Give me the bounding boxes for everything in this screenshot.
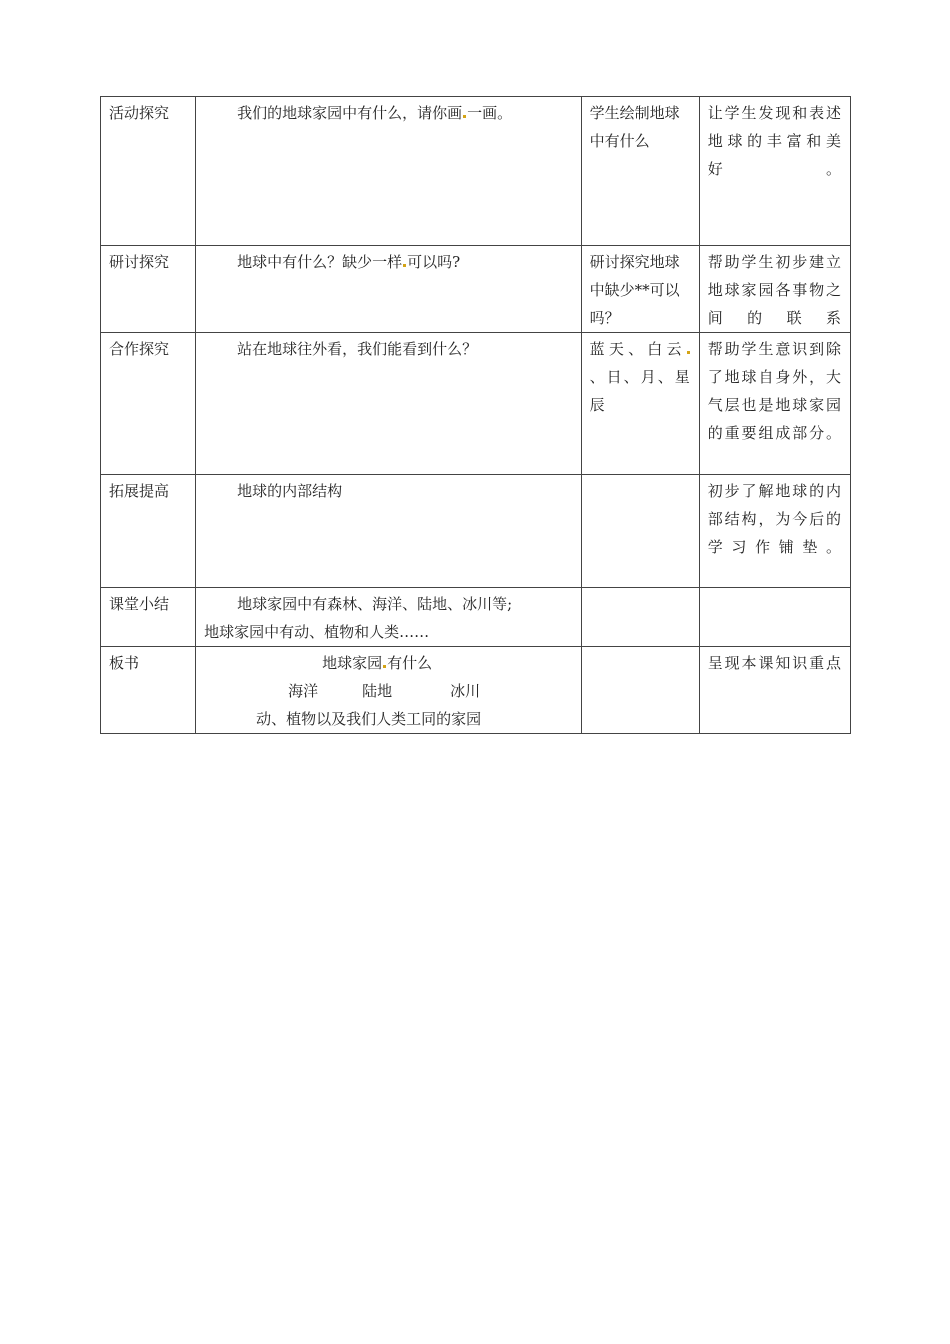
stage-cell	[101, 97, 196, 246]
intent-cell	[699, 588, 850, 647]
stage-label: 拓展提高	[109, 482, 170, 500]
design-intent: 呈现本课知识重点	[707, 654, 842, 672]
content-text: 地球中有什么？缺少一样 可以吗?	[237, 253, 461, 271]
board-item: 冰川	[450, 682, 481, 700]
edit-mark-icon	[383, 665, 386, 668]
stage-cell	[101, 475, 196, 588]
board-items	[204, 677, 573, 705]
intent-cell	[699, 475, 850, 588]
student-cell	[581, 97, 699, 246]
stage-label: 板书	[109, 654, 140, 672]
stage-cell	[101, 246, 196, 333]
table-row	[101, 333, 851, 475]
student-activity: 研讨探究地球中缺少**可以吗？	[589, 253, 680, 327]
edit-mark-icon	[687, 351, 690, 354]
intent-cell	[699, 333, 850, 475]
design-intent: 初步了解地球的内部结构，为今后的学习作铺垫。	[707, 482, 842, 556]
content-cell	[196, 588, 582, 647]
stage-label: 课堂小结	[109, 595, 170, 613]
student-activity: 学生绘制地球中有什么	[589, 104, 680, 150]
summary-line-1: 地球家园中有森林、海洋、陆地、冰川等;	[237, 595, 513, 613]
stage-label: 活动探究	[109, 104, 170, 122]
summary-line-2: 地球家园中有动、植物和人类……	[204, 623, 430, 641]
content-text: 我们的地球家园中有什么，请你画 一画。	[237, 104, 513, 122]
design-intent: 让学生发现和表述地球的丰富和美好。	[707, 104, 842, 178]
board-title: 地球家园 有什么	[322, 654, 433, 672]
stage-label: 研讨探究	[109, 253, 170, 271]
design-intent: 帮助学生意识到除了地球自身外，大气层也是地球家园的重要组成部分。	[707, 340, 842, 442]
edit-mark-icon	[463, 115, 466, 118]
student-activity: 蓝天、白云	[590, 335, 691, 363]
content-cell	[196, 647, 582, 734]
content-cell	[196, 475, 582, 588]
content-text: 站在地球往外看，我们能看到什么？	[237, 340, 478, 358]
stage-cell	[101, 333, 196, 475]
table-row	[101, 246, 851, 333]
table-row	[101, 97, 851, 246]
stage-label: 合作探究	[109, 340, 170, 358]
board-item: 海洋	[288, 682, 319, 700]
table-row	[101, 647, 851, 734]
board-item: 陆地	[362, 682, 393, 700]
stage-cell	[101, 588, 196, 647]
content-cell	[196, 333, 582, 475]
table-row	[101, 588, 851, 647]
edit-mark-icon	[403, 264, 406, 267]
student-cell	[581, 246, 699, 333]
board-footer: 动、植物以及我们人类工同的家园	[256, 710, 482, 728]
intent-cell	[699, 246, 850, 333]
intent-cell	[699, 647, 850, 734]
content-cell	[196, 97, 582, 246]
stage-cell	[101, 647, 196, 734]
student-cell	[581, 588, 699, 647]
content-text: 地球的内部结构	[237, 482, 343, 500]
lesson-plan-table	[100, 96, 851, 734]
intent-cell	[699, 97, 850, 246]
student-cell	[581, 475, 699, 588]
design-intent: 帮助学生初步建立地球家园各事物之间的联系	[707, 253, 842, 327]
student-cell	[581, 647, 699, 734]
student-activity-cont: 、日、月、星辰	[589, 368, 691, 414]
student-cell	[581, 333, 699, 475]
table-row	[101, 475, 851, 588]
content-cell	[196, 246, 582, 333]
